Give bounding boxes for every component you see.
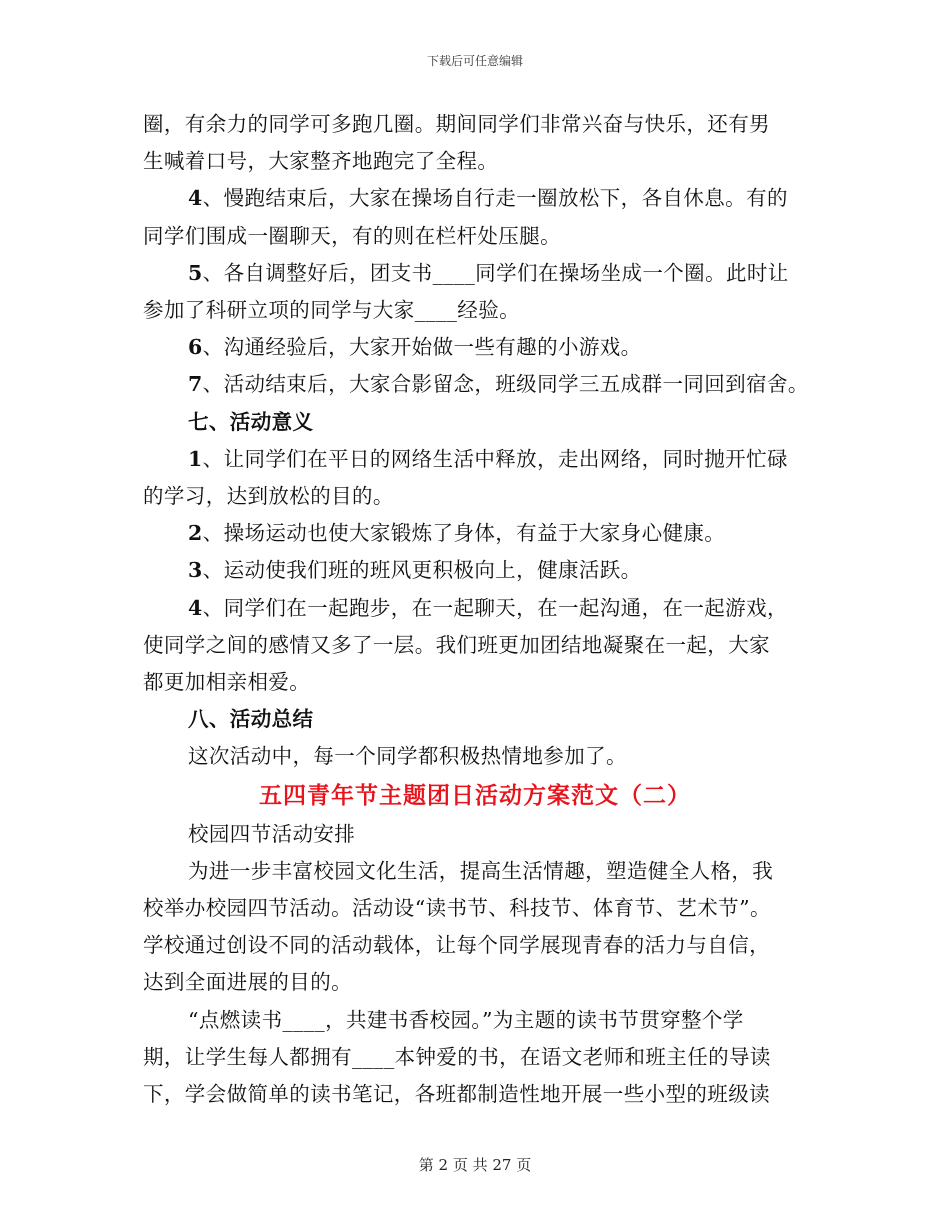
header-note: 下载后可任意编辑 [426,54,523,68]
line-text: 达到全面进展的目的。 [143,970,352,995]
text-line [143,180,833,217]
line-text: 、同学们在一起跑步，在一起聊天，在一起沟通，在一起游戏， [202,595,788,620]
line-text: 参加了科研立项的同学与大家____经验。 [143,298,520,323]
section-heading [143,701,833,738]
line-text: 圈，有余力的同学可多跑几圈。期间同学们非常兴奋与快乐，还有男 [143,112,770,136]
text-line [143,664,833,701]
text-line [143,1002,833,1039]
page-footer: 第 2 页 共 27 页 [418,1156,532,1174]
line-text: 使同学之间的感情又多了一层。我们班更加团结地凝聚在一起，大家 [143,632,770,657]
line-text: “点燃读书____，共建书香校园。”为主题的读书节贯穿整个学 [188,1007,744,1032]
line-text: 、运动使我们班的班风更积极向上，健康活跃。 [202,558,642,583]
text-line [143,292,833,329]
list-number: 2 [188,521,203,546]
list-number: 3 [188,558,203,583]
text-line [143,627,833,664]
line-text: 的学习，达到放松的目的。 [143,484,394,509]
text-line [143,1076,833,1113]
line-text: 同学们围成一圈聊天，有的则在栏杆处压腿。 [143,223,561,248]
text-line [143,890,833,927]
list-number: 5 [188,260,203,285]
text-line [143,927,833,964]
text-line [143,366,833,403]
text-line [143,590,833,627]
line-text: 期，让学生每人都拥有____本钟爱的书，在语文老师和班主任的导读 [143,1044,771,1069]
line-text: 都更加相亲相爱。 [143,670,311,695]
line-text: 学校通过创设不同的活动载体，让每个同学展现青春的活力与自信， [143,933,770,958]
line-text: 七、活动意义 [188,409,314,434]
text-line [143,255,833,292]
line-text: 下，学会做简单的读书笔记，各班都制造性地开展一些小型的班级读 [143,1082,770,1107]
line-text: 、让同学们在平日的网络生活中释放，走出网络，同时抛开忙碌 [202,446,788,471]
text-line [143,853,833,890]
text-line [143,143,833,180]
list-number: 4 [188,595,203,620]
text-line [143,478,833,515]
line-text: 校园四节活动安排 [188,821,356,846]
document-body [143,106,833,1113]
line-text: 为进一步丰富校园文化生活，提高生活情趣，塑造健全人格，我 [188,858,774,883]
line-text: 生喊着口号，大家整齐地跑完了全程。 [143,149,499,174]
line-text: 五四青年节主题团日活动方案范文（二） [259,781,691,809]
text-line [143,218,833,255]
line-text: 校举办校园四节活动。活动设“读书节、科技节、体育节、艺术节”。 [143,896,771,921]
line-text: 这次活动中，每一个同学都积极热情地参加了。 [188,744,627,769]
section-heading [143,404,833,441]
list-number: 7 [188,372,203,397]
list-number: 1 [188,446,203,471]
line-text: 、操场运动也使大家锻炼了身体，有益于大家身心健康。 [202,521,726,546]
text-line [143,106,833,143]
list-number: 4 [188,186,203,211]
line-text: 、沟通经验后，大家开始做一些有趣的小游戏。 [202,335,642,360]
text-line [143,515,833,552]
text-line [143,964,833,1001]
list-number: 6 [188,335,203,360]
line-text: 、各自调整好后，团支书____同学们在操场坐成一个圈。此时让 [202,260,789,285]
text-line [143,552,833,589]
text-line [143,441,833,478]
text-line [143,816,833,853]
text-line [143,738,833,775]
text-line [143,329,833,366]
section-title [0,776,950,816]
line-text: 、活动结束后，大家合影留念，班级同学三五成群一同回到宿舍。 [202,372,809,397]
line-text: 、慢跑结束后，大家在操场自行走一圈放松下，各自休息。有的 [202,186,788,211]
text-line [143,1039,833,1076]
line-text: 八、活动总结 [188,707,314,732]
